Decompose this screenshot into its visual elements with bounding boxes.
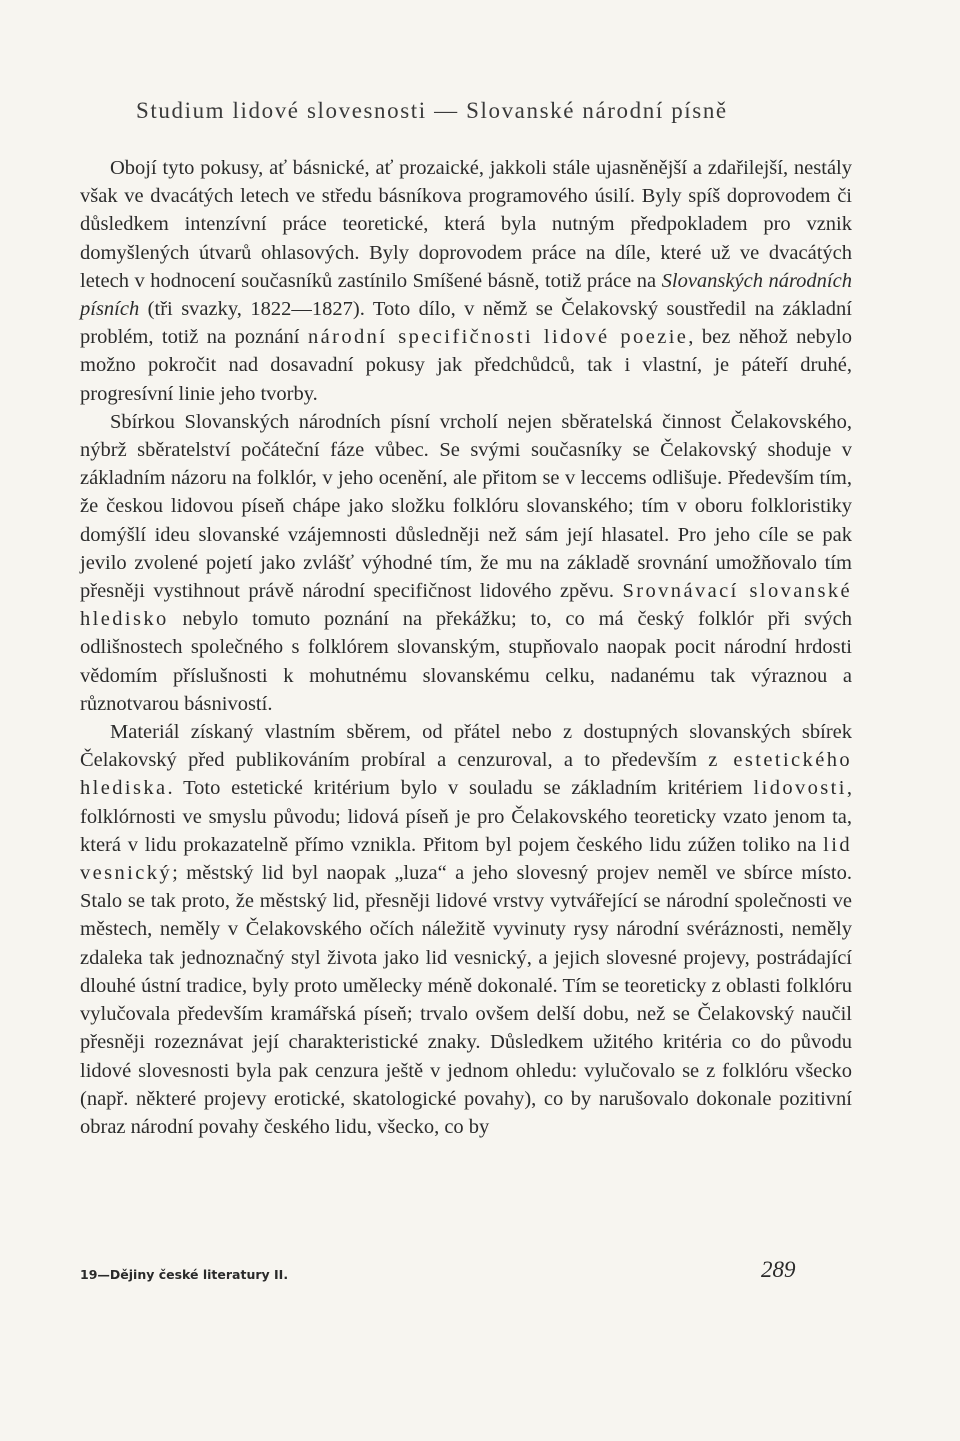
text-run: Materiál získaný vlastním sběrem, od přátel nebo z dostupných slovanských sbírek Čelakovský před publikováním probíral a cenzuroval, a to především: [80, 721, 852, 772]
italic-title: Slovanských národních písních: [80, 269, 852, 321]
spaced-emphasis: Srovnávací slovanské hledisko: [80, 580, 852, 631]
body-text: [80, 154, 852, 1141]
text-run: , folklórnosti ve smyslu původu; lidová píseň je pro Čelakovského teoreticky vzato jenom ta, která v lidu prokazatelně přímo vznikla. Přitom byl pojem českého lidu zúžen toliko na: [80, 777, 852, 856]
spaced-emphasis: lidovosti: [753, 777, 847, 800]
text-run: Obojí tyto pokusy, ať básnické, ať prozaické, jakkoli stále ujasněnější a zdařilejší, nestály však ve dvacátých letech ve středu básníkova programového úsilí. Byly spíš doprovodem či důsledkem intenzívní práce teoretické, která byla nutným předpokladem pro vznik domyšlených útvarů ohlasových. Byly doprovodem práce na díle, které už ve dvacátých letech v hodnocení současníků zastínilo Smíšené básně, totiž práce na: [80, 157, 852, 292]
text-run: ; městský lid byl naopak „luza“ a jeho slovesný projev neměl ve sbírce místo. Stalo se tak proto, že městský lid, přesněji lidové vrstvy vytvářející se národní společnosti ve městech, neměly v Čelakovského očích náležitě vyvinuty rysy národní svéráznosti, neměly zdaleka tak jednoznačný styl života jako lid vesnický, a jejich slovesné projevy, postrádající dlouhé ústní tradice, byly proto umělecky méně dokonalé. Tím se teoreticky z oblasti folklóru vylučovala především kramářská píseň; trvalo ovšem delší dobu, než se Čelakovský naučil přesněji rozeznávat její charakteristické znaky. Důsledkem užitého kritéria co do původu lidové slovesnosti byla pak cenzura ještě v jednom ohledu: vylučovalo se z folklóru všecko (např. některé projevy erotické, skatologické povahy), co by narušovalo dokonale pozitivní obraz národní povahy českého lidu, všecko, co by: [80, 862, 852, 1138]
signature-mark: 19—Dějiny české literatury II.: [80, 1267, 289, 1282]
text-run: . Toto estetické kritérium bylo v souladu se základním kritériem: [167, 777, 754, 800]
spaced-emphasis: národní specifičnosti lidové poezie: [307, 326, 689, 349]
page-number: 289: [761, 1257, 796, 1282]
running-head: Studium lidové slovesnosti — Slovanské národní písně: [136, 98, 728, 123]
spaced-emphasis: lid vesnický: [80, 833, 852, 885]
text-run: nebylo tomuto poznání na překážku; to, co má český folklór při svých odlišnostech společného s folklórem slovanským, stupňovalo naopak pocit národní hrdosti vědomím příslušnosti k mohutnému slovanskému celku, nadanému tak výraznou a různotvarou básnivostí.: [80, 608, 852, 715]
text-run: , bez něhož nebylo možno pokročit nad dosavadní pokusy jak předchůdců, tak i vlastní, je páteří druhé, progresívní linie jeho tvorby.: [80, 326, 852, 405]
paragraph: [80, 718, 852, 1141]
text-run: (tři svazky, 1822—1827). Toto dílo, v němž se Čelakovský soustředil na základní problém, totiž na poznání: [80, 298, 852, 349]
paragraph: [80, 154, 852, 408]
spaced-emphasis: z estetického hlediska: [80, 749, 853, 800]
text-run: Sbírkou Slovanských národních písní vrcholí nejen sběratelská činnost Čelakovského, nýbrž sběratelství počáteční fáze vůbec. Se svými současníky se Čelakovský shoduje v základním názoru na folklór, v jeho ocenění, ale přitom se v leccems odlišuje. Především tím, že českou lidovou píseň chápe jako složku folklóru slovanského; tím v oboru folkloristiky domýšlí ideu slovanské vzájemnosti důsledněji než sám její hlasatel. Pro jeho cíle se pak jevilo zvolené pojetí jako zvlášť výhodné tím, že mu na základě srovnání umožňovalo tím přesněji vystihnout právě národní specifičnost lidového zpěvu.: [80, 410, 852, 603]
paragraph: [80, 408, 852, 718]
